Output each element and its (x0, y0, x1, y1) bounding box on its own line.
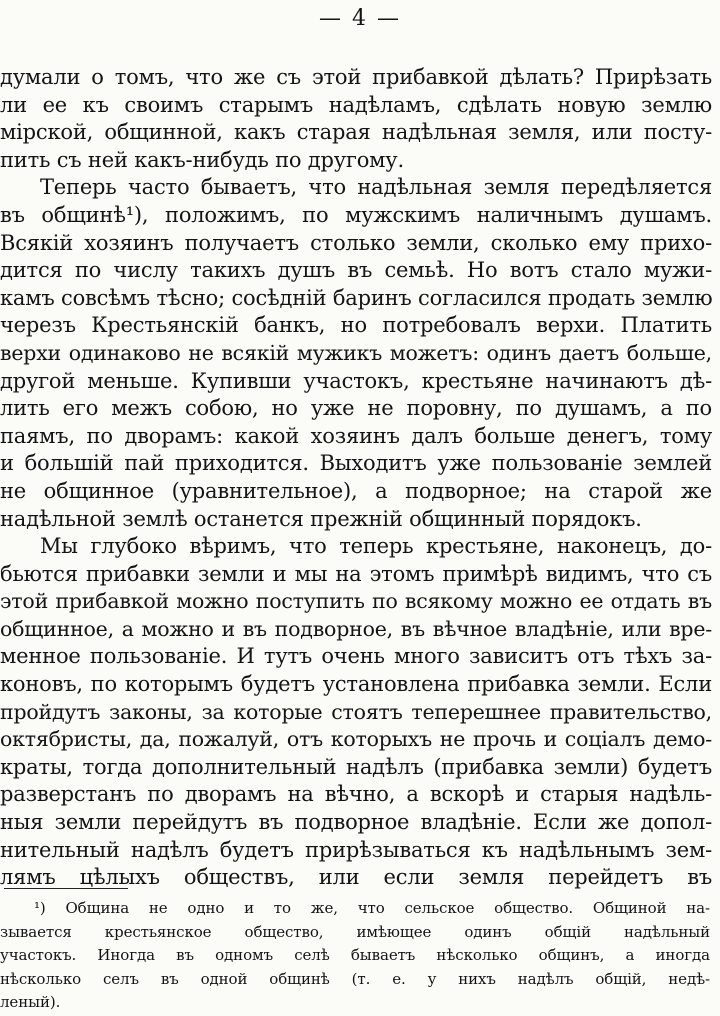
paragraph-start-line: Теперь часто бываетъ, что надѣльная земля передѣляется (40, 175, 712, 200)
text-line: ли ее къ своимъ старымъ надѣламъ, сдѣлать новую землю (0, 92, 712, 117)
text-line: коновъ, по которымъ будетъ установлена прибавка земли. Если (0, 672, 712, 697)
footnote-line: леный). (0, 993, 61, 1012)
text-line: верхи одинаково не всякій мужикъ можетъ: одинъ даетъ больше, (0, 340, 712, 365)
text-line: Всякій хозяинъ получаетъ столько земли, сколько ему прихо- (0, 230, 712, 255)
text-line: лямъ цѣлыхъ обществъ, или если земля перейдетъ въ (0, 865, 712, 890)
text-line: бьются прибавки земли и мы на этомъ примѣрѣ видимъ, что съ (0, 561, 712, 586)
text-line: паямъ, по дворамъ: какой хозяинъ далъ больше денегъ, тому (0, 423, 712, 448)
text-line: другой меньше. Купивши участокъ, крестьяне начинаютъ дѣ- (0, 368, 712, 393)
paragraph-start-line: Мы глубоко вѣримъ, что теперь крестьяне, наконецъ, до- (40, 534, 712, 559)
page-number: — 4 — (319, 6, 401, 31)
footnote-line: зывается крестьянское общество, имѣющее одинъ общій надѣльный (0, 922, 710, 941)
text-line: пить съ ней какъ-нибудь по другому. (0, 147, 404, 172)
footnotes (0, 897, 720, 1015)
footnote-line: участокъ. Иногда въ одномъ селѣ бываетъ нѣсколько общинъ, а иногда (0, 946, 710, 965)
text-line: дится по числу такихъ душъ въ семьѣ. Но вотъ стало мужи- (0, 258, 712, 283)
text-line: октябристы, да, пожалуй, отъ которыхъ не прочь и соціалъ демо- (0, 727, 712, 752)
text-line: краты, тогда дополнительный надѣлъ (прибавка земли) будетъ (0, 754, 712, 779)
text-line: надѣльной землѣ останется прежній общинный порядокъ. (0, 506, 642, 531)
text-line: нительный надѣлъ будетъ прирѣзываться къ надѣльнымъ зем- (0, 837, 712, 862)
footnote-line: нѣсколько селъ въ одной общинѣ (т. е. у нихъ надѣлъ общій, недѣ- (0, 969, 710, 988)
footnote-divider (4, 888, 128, 889)
text-line: ныя земли перейдутъ въ подворное владѣніе. Если же допол- (0, 810, 712, 835)
text-line: и большій пай приходится. Выходитъ уже пользованіе землей (0, 451, 712, 476)
text-line: менное пользованіе. И тутъ очень много зависитъ отъ тѣхъ за- (0, 644, 712, 669)
text-line: въ общинѣ¹), положимъ, по мужскимъ наличнымъ душамъ. (0, 202, 712, 227)
text-line: пройдутъ законы, за которые стоятъ теперешнее правительство, (0, 699, 712, 724)
text-line: думали о томъ, что же съ этой прибавкой дѣлать? Прирѣзать (0, 65, 712, 89)
text-line: мірской, общинной, какъ старая надѣльная земля, или посту- (0, 120, 712, 145)
text-line: лить его межъ собою, но уже не поровну, по душамъ, а по (0, 396, 712, 421)
text-line: черезъ Крестьянскій банкъ, но потребовалъ верхи. Платить (0, 313, 712, 338)
text-line: не общинное (уравнительное), а подворное; на старой же (0, 478, 712, 503)
text-line: общинное, а можно и въ подворное, въ вѣчное владѣніе, или вре- (0, 616, 712, 641)
text-line: разверстанъ по дворамъ на вѣчно, а вскорѣ и старыя надѣль- (0, 782, 712, 807)
body-text (0, 64, 720, 892)
text-line: этой прибавкой можно поступить по всякому можно ее отдать въ (0, 589, 712, 614)
text-line: камъ совсѣмъ тѣсно; сосѣдній баринъ согласился продать землю (0, 285, 713, 310)
footnote-line: ¹) Община не одно и то же, что сельское общество. Общиной на- (34, 899, 710, 917)
